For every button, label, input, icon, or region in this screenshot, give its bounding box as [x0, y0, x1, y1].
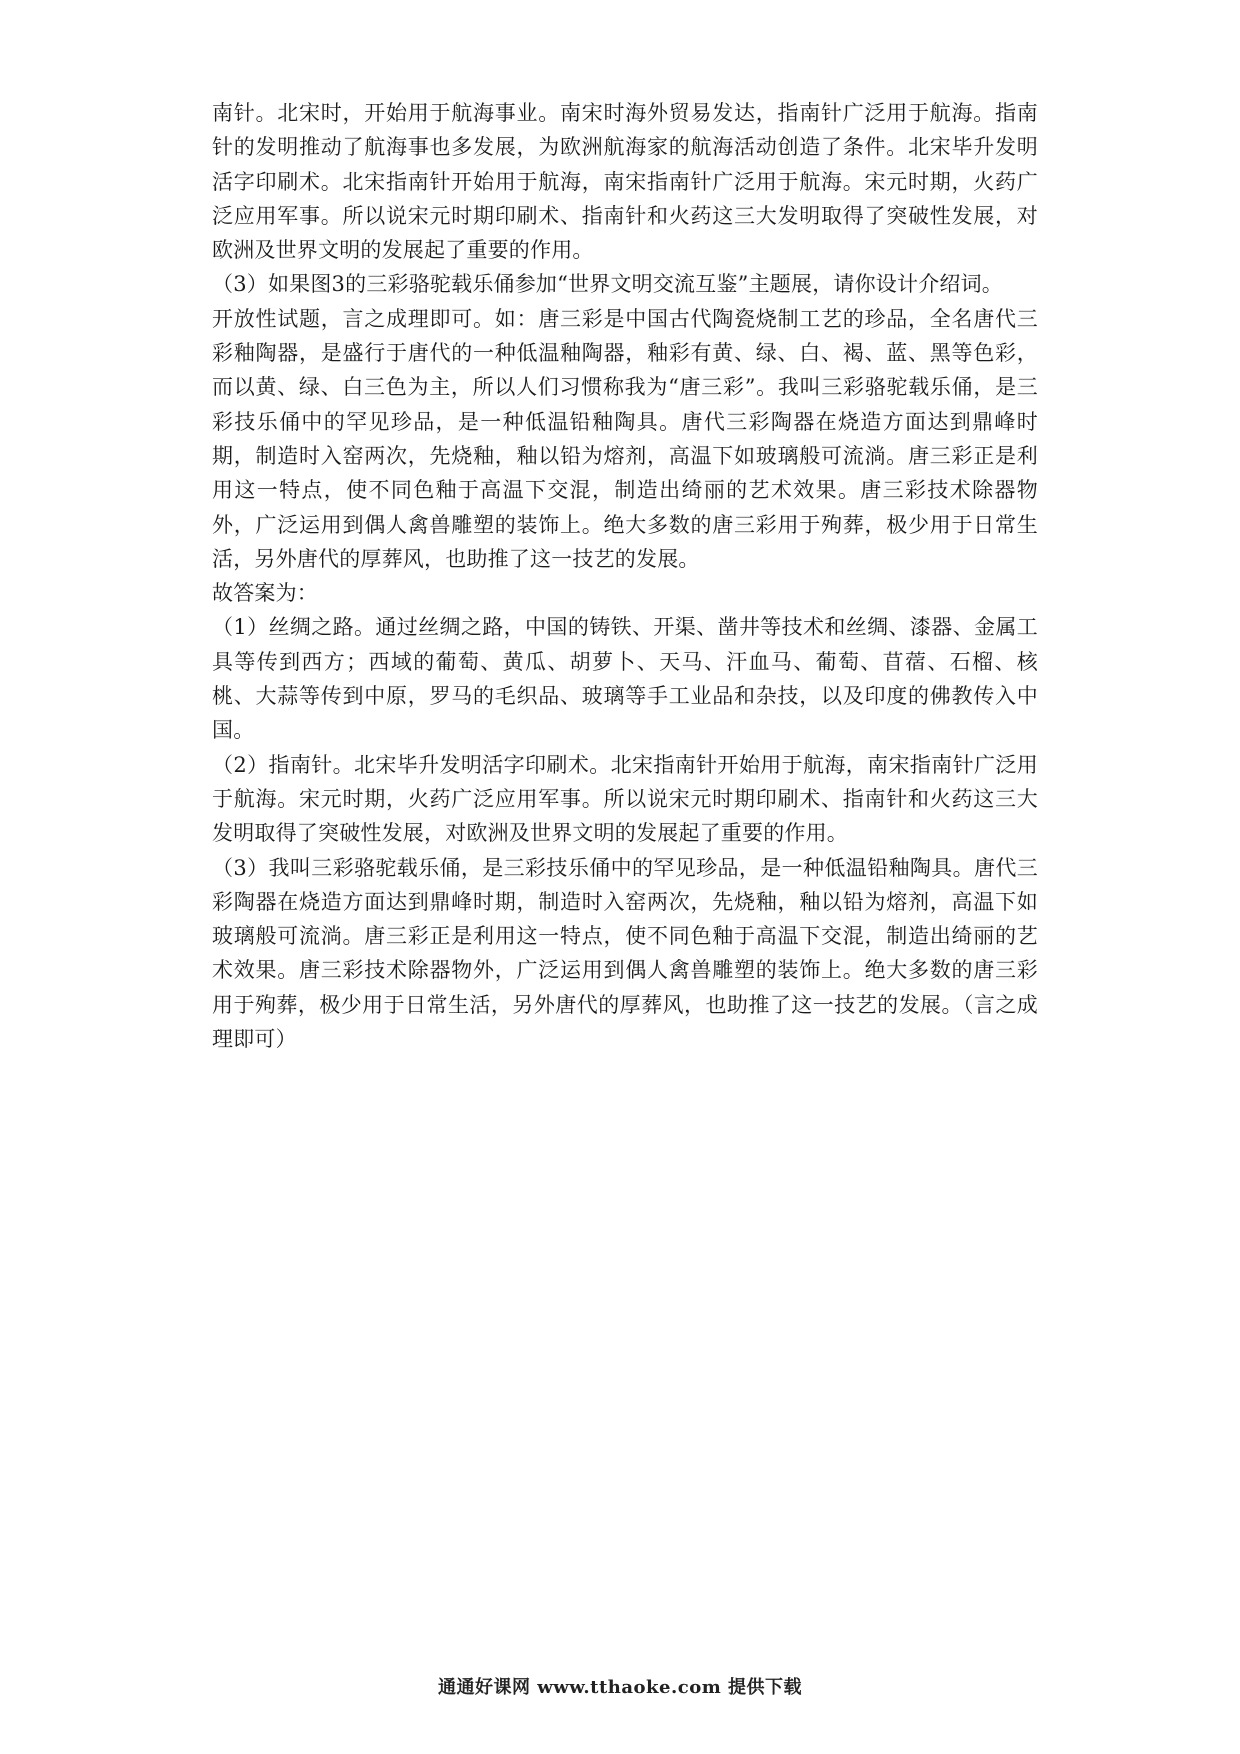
- paragraph-compass-summary: 南针。北宋时，开始用于航海事业。南宋时海外贸易发达，指南针广泛用于航海。指南针的发明推动了航海事也多发展，为欧洲航海家的航海活动创造了条件。北宋毕升发明活字印刷术。北宋指南针开始用于航海，南宋指南针广泛用于航海。宋元时期，火药广泛应用军事。所以说宋元时期印刷术、指南针和火药这三大发明取得了突破性发展，对欧洲及世界文明的发展起了重要的作用。: [212, 101, 1038, 263]
- paragraph-tang-sancai-intro: 开放性试题，言之成理即可。如：唐三彩是中国古代陶瓷烧制工艺的珍品，全名唐代三彩釉陶器，是盛行于唐代的一种低温釉陶器，釉彩有黄、绿、白、褐、蓝、黑等色彩，而以黄、绿、白三色为主，所以人们习惯称我为“唐三彩”。我叫三彩骆驼载乐俑，是三彩技乐俑中的罕见珍品，是一种低温铅釉陶具。唐代三彩陶器在烧造方面达到鼎峰时期，制造时入窑两次，先烧釉，釉以铅为熔剂，高温下如玻璃般可流淌。唐三彩正是利用这一特点，使不同色釉于高温下交混，制造出绮丽的艺术效果。唐三彩技术除器物外，广泛运用到偶人禽兽雕塑的装饰上。绝大多数的唐三彩用于殉葬，极少用于日常生活，另外唐代的厚葬风，也助推了这一技艺的发展。: [212, 306, 1038, 571]
- answer-1: （1）丝绸之路。通过丝绸之路，中国的铸铁、开渠、凿井等技术和丝绸、漆器、金属工具等传到西方；西域的葡萄、黄瓜、胡萝卜、天马、汗血马、葡萄、苜蓿、石榴、核桃、大蒜等传到中原，罗马的毛织品、玻璃等手工业品和杂技，以及印度的佛教传入中国。: [212, 615, 1038, 743]
- page-footer: 通通好课网 www.tthaoke.com 提供下载: [437, 1677, 803, 1698]
- document-body: [212, 96, 1038, 1056]
- answer-3: （3）我叫三彩骆驼载乐俑，是三彩技乐俑中的罕见珍品，是一种低温铅釉陶具。唐代三彩陶器在烧造方面达到鼎峰时期，制造时入窑两次，先烧釉，釉以铅为熔剂，高温下如玻璃般可流淌。唐三彩正是利用这一特点，使不同色釉于高温下交混，制造出绮丽的艺术效果。唐三彩技术除器物外，广泛运用到偶人禽兽雕塑的装饰上。绝大多数的唐三彩用于殉葬，极少用于日常生活，另外唐代的厚葬风，也助推了这一技艺的发展。（言之成理即可）: [212, 855, 1038, 1052]
- question-3-prompt: （3）如果图3的三彩骆驼载乐俑参加“世界文明交流互鉴”主题展，请你设计介绍词。: [212, 272, 1003, 297]
- answer-2: （2）指南针。北宋毕升发明活字印刷术。北宋指南针开始用于航海，南宋指南针广泛用于航海。宋元时期，火药广泛应用军事。所以说宋元时期印刷术、指南针和火药这三大发明取得了突破性发展，对欧洲及世界文明的发展起了重要的作用。: [212, 752, 1038, 846]
- answer-heading: 故答案为：: [212, 581, 318, 606]
